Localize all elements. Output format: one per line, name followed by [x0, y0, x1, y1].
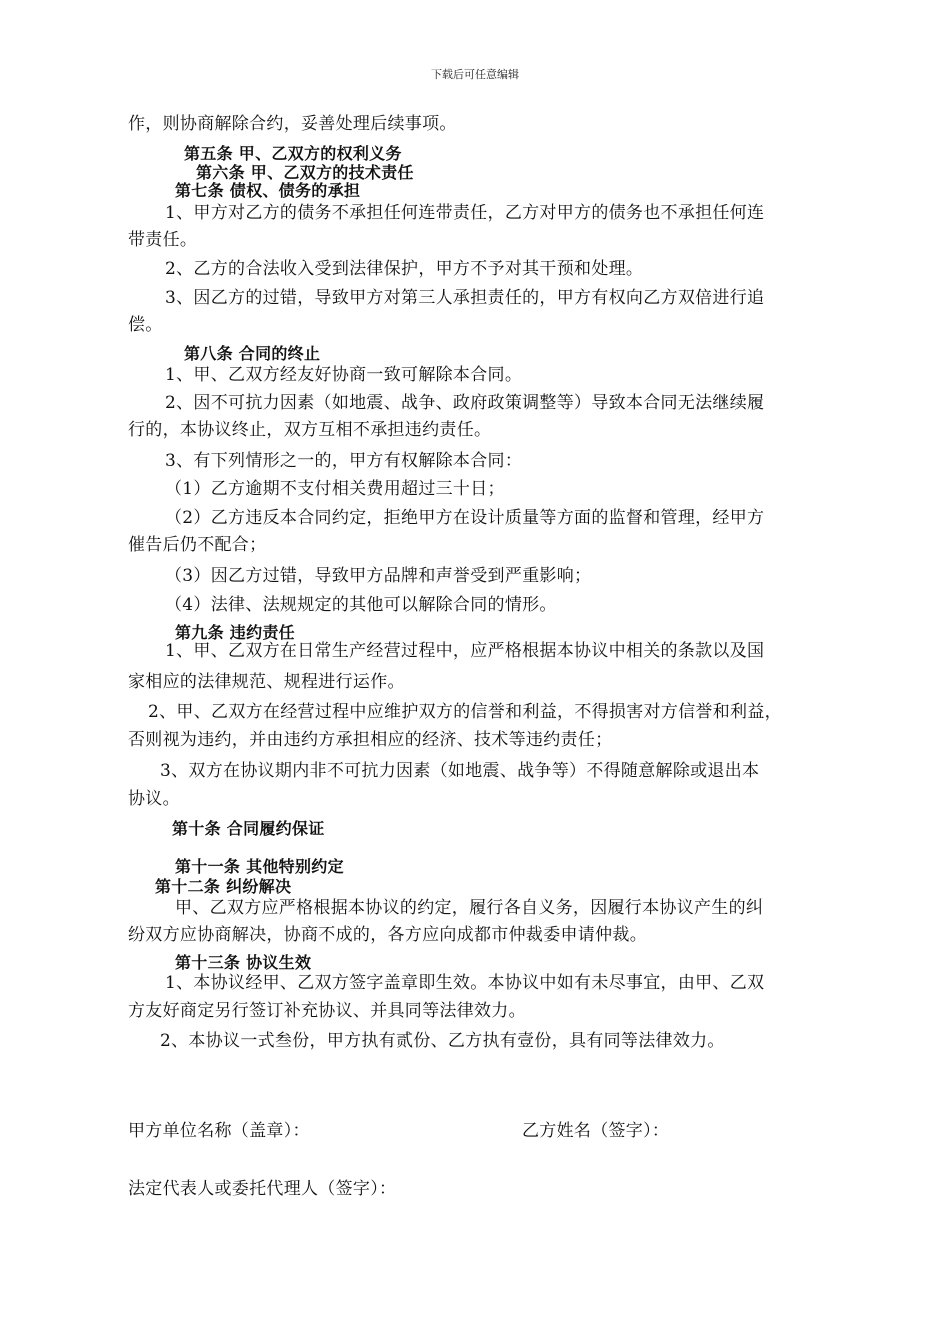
paragraph-line: 3、双方在协议期内非不可抗力因素（如地震、战争等）不得随意解除或退出本: [160, 761, 760, 781]
party-a-signature-label: 甲方单位名称（盖章）：: [128, 1121, 310, 1141]
paragraph-line: 纷双方应协商解决，协商不成的，各方应向成都市仲裁委申请仲裁。: [128, 925, 647, 945]
paragraph-line: 1、甲、乙双方在日常生产经营过程中，应严格根据本协议中相关的条款以及国: [165, 641, 765, 661]
paragraph-line: 作，则协商解除合约，妥善处理后续事项。: [128, 114, 457, 134]
paragraph-line: 带责任。: [128, 230, 198, 250]
paragraph-line: 家相应的法律规范、规程进行运作。: [128, 672, 405, 692]
article-heading-12: 第十二条 纠纷解决: [155, 877, 292, 896]
list-item: （4）法律、法规规定的其他可以解除合同的情形。: [165, 595, 557, 615]
article-heading-5: 第五条 甲、乙双方的权利义务: [184, 144, 402, 163]
paragraph-line: 甲、乙双方应严格根据本协议的约定，履行各自义务，因履行本协议产生的纠: [175, 898, 764, 918]
paragraph-line: 2、乙方的合法收入受到法律保护，甲方不予对其干预和处理。: [165, 259, 644, 279]
paragraph-line: 1、甲、乙双方经友好协商一致可解除本合同。: [165, 365, 523, 385]
paragraph-line: 3、因乙方的过错，导致甲方对第三人承担责任的，甲方有权向乙方双倍进行追: [165, 288, 765, 308]
paragraph-line: 方友好商定另行签订补充协议、并具同等法律效力。: [128, 1001, 526, 1021]
article-heading-13: 第十三条 协议生效: [175, 953, 312, 972]
paragraph-line: 2、甲、乙双方在经营过程中应维护双方的信誉和利益，不得损害对方信誉和利益，: [148, 702, 782, 722]
page-header: 下载后可任意编辑: [431, 68, 519, 81]
party-b-signature-label: 乙方姓名（签字）：: [522, 1121, 670, 1141]
article-heading-7: 第七条 债权、债务的承担: [175, 181, 361, 200]
article-heading-9: 第九条 违约责任: [175, 623, 295, 642]
paragraph-line: 3、有下列情形之一的，甲方有权解除本合同：: [165, 451, 523, 471]
paragraph-line: 2、本协议一式叁份，甲方执有贰份、乙方执有壹份，具有同等法律效力。: [160, 1031, 725, 1051]
list-item: （1）乙方逾期不支付相关费用超过三十日；: [165, 479, 505, 499]
representative-signature-label: 法定代表人或委托代理人（签字）：: [128, 1179, 397, 1199]
paragraph-line: 协议。: [128, 789, 180, 809]
paragraph-line: 偿。: [128, 315, 163, 335]
paragraph-line: 催告后仍不配合；: [128, 535, 267, 555]
paragraph-line: 否则视为违约，并由违约方承担相应的经济、技术等违约责任；: [128, 730, 613, 750]
paragraph-line: 2、因不可抗力因素（如地震、战争、政府政策调整等）导致本合同无法继续履: [165, 393, 765, 413]
list-item: （2）乙方违反本合同约定，拒绝甲方在设计质量等方面的监督和管理，经甲方: [165, 508, 765, 528]
paragraph-line: 行的，本协议终止，双方互相不承担违约责任。: [128, 420, 492, 440]
article-heading-10: 第十条 合同履约保证: [172, 819, 325, 838]
article-heading-6: 第六条 甲、乙双方的技术责任: [196, 163, 414, 182]
paragraph-line: 1、本协议经甲、乙双方签字盖章即生效。本协议中如有未尽事宜，由甲、乙双: [165, 973, 765, 993]
paragraph-line: 1、甲方对乙方的债务不承担任何连带责任，乙方对甲方的债务也不承担任何连: [165, 203, 765, 223]
article-heading-11: 第十一条 其他特别约定: [175, 857, 344, 876]
article-heading-8: 第八条 合同的终止: [184, 344, 321, 363]
list-item: （3）因乙方过错，导致甲方品牌和声誉受到严重影响；: [165, 566, 592, 586]
